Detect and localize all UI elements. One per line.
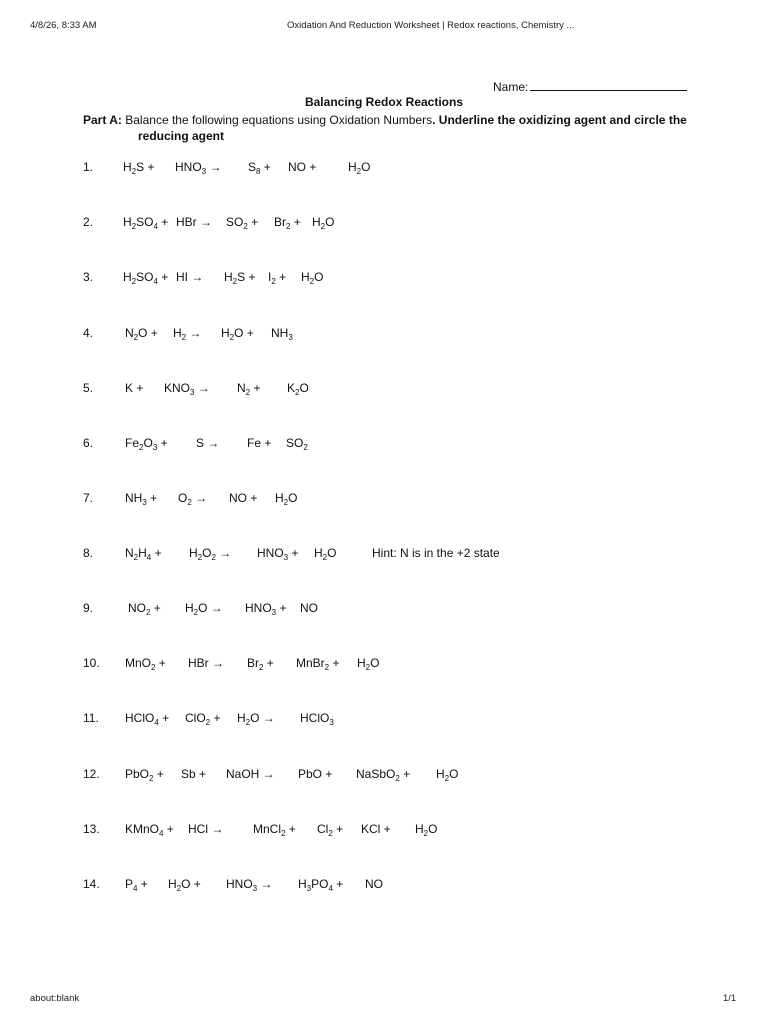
equation-term: $Fe_2O_3$ + [125,436,168,452]
problem-number: 10. [83,656,100,670]
equation-term: S → [196,436,220,450]
equation-term: $H_2O$ [301,270,324,286]
equation-term: KMnO$_4$ + [125,822,174,838]
problem-1 [0,160,768,184]
equation-term: $N_2O$ + [125,326,158,342]
problem-10 [0,656,768,680]
equation-term: $H_2O$ [348,160,371,176]
print-datetime: 4/8/26, 8:33 AM [30,20,97,31]
equation-term: $HNO_3$ → [226,877,273,893]
problem-hint: Hint: N is in the +2 state [372,546,500,560]
part-label: Part A: [83,113,122,127]
equation-term: $SO_2$ [286,436,308,452]
equation-term: $H_2O$ [415,822,438,838]
problem-number: 5. [83,381,94,395]
equation-term: $SO_2$ + [226,215,259,231]
equation-term: $H_2O_2$ → [189,546,232,562]
equation-term: HI → [176,270,204,284]
equation-term: $P_4$ + [125,877,148,893]
equation-term: K + [125,381,144,395]
equation-term: $H_2O$ [312,215,335,231]
equation-term: Sb + [181,767,207,781]
problem-number: 3. [83,270,94,284]
problem-number: 1. [83,160,94,174]
problem-8 [0,546,768,570]
instructions [83,112,693,144]
equation-term: $H_2$ → [173,326,202,342]
equation-term: $H_2O$ → [237,711,275,727]
equation-term: ClO$_2$ + [185,711,221,727]
equation-term: $H_2O$ + [221,326,254,342]
equation-term: $I_2$ + [268,270,287,286]
equation-term: $H_2S$ + [224,270,256,286]
equation-term: MnCl$_2$ + [253,822,296,838]
equation-term: $HNO_3$ + [245,601,287,617]
problem-13 [0,822,768,846]
equation-term: $H_2O$ + [168,877,201,893]
equation-term: NO [365,877,383,891]
print-page-title: Oxidation And Reduction Worksheet | Redox reactions, Chemistry ... [287,20,575,31]
problem-6 [0,436,768,460]
instruction-bold: . Underline the oxidizing agent and circle the [432,113,687,127]
problem-number: 2. [83,215,94,229]
problem-4 [0,326,768,350]
equation-term: HBr → [176,215,213,229]
equation-term: $NH_3$ [271,326,293,342]
equation-term: $Br_2$ + [247,656,274,672]
equation-term: $H_2O$ [357,656,380,672]
problem-14 [0,877,768,901]
print-url: about:blank [30,993,80,1004]
equation-term: KCl + [361,822,391,836]
name-field [493,80,687,94]
instruction-plain: Balance the following equations using Oxidation Numbers [125,113,433,127]
problem-number: 8. [83,546,94,560]
equation-term: HClO$_4$ + [125,711,170,727]
equation-term: NaSbO$_2$ + [356,767,411,783]
equation-term: $N_2H_4$ + [125,546,162,562]
equation-term: PbO + [298,767,333,781]
equation-term: HBr → [188,656,225,670]
print-page-count: 1/1 [723,993,737,1004]
problem-3 [0,270,768,294]
equation-term: $Cl_2$ + [317,822,344,838]
problem-11 [0,711,768,735]
instruction-bold-cont: reducing agent [138,129,225,143]
equation-term: $H_3PO_4$ + [298,877,344,893]
problem-number: 11. [83,711,99,725]
equation-term: $H_2O$ [314,546,337,562]
equation-term: $HNO_3$ → [175,160,222,176]
equation-term: HClO$_3$ [300,711,334,727]
equation-term: $NO_2$ + [128,601,161,617]
equation-term: $H_2O$ [436,767,459,783]
equation-term: $H_2O$ [275,491,298,507]
problem-number: 9. [83,601,94,615]
name-blank [530,80,687,91]
equation-term: $HNO_3$ + [257,546,299,562]
problem-2 [0,215,768,239]
name-label: Name: [493,80,529,94]
problem-5 [0,381,768,405]
equation-term: $K_2O$ [287,381,309,397]
problem-number: 6. [83,436,94,450]
equation-term: $H_2O$ → [185,601,223,617]
equation-term: $NH_3$ + [125,491,158,507]
problem-number: 12. [83,767,100,781]
equation-term: $N_2$ + [237,381,261,397]
worksheet-title: Balancing Redox Reactions [304,95,464,109]
problem-12 [0,767,768,791]
equation-term: MnBr$_2$ + [296,656,340,672]
equation-term: NO [300,601,318,615]
equation-term: MnO$_2$ + [125,656,166,672]
equation-term: NaOH → [226,767,275,781]
equation-term: HCl → [188,822,224,836]
equation-term: $H_2SO_4$ + [123,270,169,286]
problem-9 [0,601,768,625]
equation-term: $H_2SO_4$ + [123,215,169,231]
equation-term: $Br_2$ + [274,215,301,231]
problem-7 [0,491,768,515]
equation-term: NO + [229,491,258,505]
equation-term: Fe + [247,436,272,450]
equation-term: NO + [288,160,317,174]
equation-term: $S_8$ + [248,160,271,176]
problem-number: 7. [83,491,94,505]
equation-term: $O_2$ → [178,491,208,507]
equation-term: PbO$_2$ + [125,767,164,783]
problem-number: 4. [83,326,94,340]
equation-term: $H_2S$ + [123,160,155,176]
equation-term: $KNO_3$ → [164,381,210,397]
problem-number: 14. [83,877,100,891]
problem-number: 13. [83,822,100,836]
